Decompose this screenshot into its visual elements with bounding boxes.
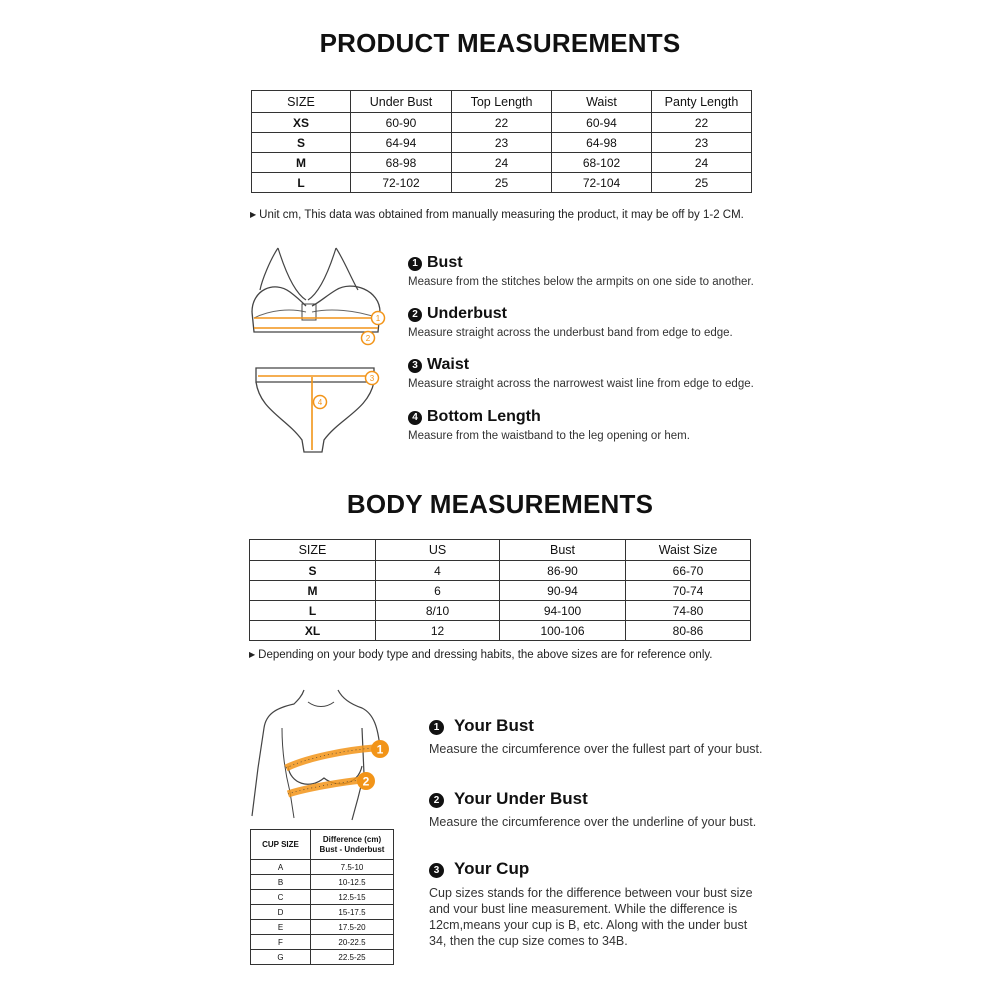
table-cell: 66-70 [626, 561, 751, 581]
table-cell: L [252, 173, 351, 193]
header-us: US [376, 540, 500, 561]
number-2-icon: 2 [429, 793, 444, 808]
table-cell: 94-100 [500, 601, 626, 621]
table-row [251, 875, 394, 890]
table-cell: 22 [452, 113, 552, 133]
table-cell: 23 [452, 133, 552, 153]
number-4-icon: 4 [408, 411, 422, 425]
table-cell: 68-98 [351, 153, 452, 173]
header-cup-size: CUP SIZE [251, 830, 311, 860]
table-cell: M [252, 153, 351, 173]
step-your-cup [429, 859, 759, 949]
header-difference-line1: Difference (cm) [322, 834, 382, 844]
product-note [250, 209, 744, 221]
step-title: Your Under Bust [454, 789, 588, 808]
header-difference [311, 830, 394, 860]
svg-text:3: 3 [369, 374, 375, 383]
table-cell: B [251, 875, 311, 890]
table-cell: S [252, 133, 351, 153]
step-title: Underbust [427, 305, 507, 322]
step-desc: Measure straight across the underbust band from edge to edge. [408, 327, 733, 339]
number-3-icon: 3 [408, 359, 422, 373]
body-size-table [249, 539, 751, 641]
header-size: SIZE [252, 91, 351, 113]
table-cell: 80-86 [626, 621, 751, 641]
number-2-icon: 2 [408, 308, 422, 322]
step-desc: Cup sizes stands for the difference between vour bust size and vour bust line measurement. While the difference is 12cm,means your cup is B, etc. Along with the under bust 34, then the cup size comes to 34B. [429, 886, 753, 948]
header-bust: Bust [500, 540, 626, 561]
table-row [252, 153, 752, 173]
header-top-length: Top Length [452, 91, 552, 113]
svg-text:4: 4 [317, 398, 323, 407]
step-your-under-bust [429, 789, 756, 829]
marker-2 [362, 332, 375, 345]
table-cell: E [251, 920, 311, 935]
product-title: PRODUCT MEASUREMENTS [319, 28, 681, 58]
table-cell: XL [250, 621, 376, 641]
table-cell: 8/10 [376, 601, 500, 621]
step-title: Bottom Length [427, 408, 541, 425]
table-cell: 4 [376, 561, 500, 581]
table-cell: 74-80 [626, 601, 751, 621]
step-waist [408, 356, 754, 390]
svg-text:2: 2 [362, 774, 370, 789]
table-row [250, 621, 751, 641]
step-desc: Measure the circumference over the underline of your bust. [429, 815, 757, 829]
table-cell: 90-94 [500, 581, 626, 601]
table-row [252, 133, 752, 153]
table-cell: 12 [376, 621, 500, 641]
header-waist: Waist [552, 91, 652, 113]
torso-illustration [246, 688, 396, 823]
table-cell: 64-94 [351, 133, 452, 153]
table-row [250, 601, 751, 621]
table-row [250, 581, 751, 601]
product-note-text: Unit cm, This data was obtained from manually measuring the product, it may be off by 1-2 CM. [259, 209, 744, 221]
table-cell: 12.5-15 [311, 890, 394, 905]
table-cell: D [251, 905, 311, 920]
step-title: Your Cup [454, 859, 530, 878]
table-cell: M [250, 581, 376, 601]
table-cell: L [250, 601, 376, 621]
table-cell: 23 [652, 133, 752, 153]
step-desc: Measure straight across the narrowest waist line from edge to edge. [408, 378, 754, 390]
step-your-bust [429, 716, 763, 756]
header-under-bust: Under Bust [351, 91, 452, 113]
table-row [251, 860, 394, 875]
table-row [252, 113, 752, 133]
table-cell: 22 [652, 113, 752, 133]
table-cell: 60-94 [552, 113, 652, 133]
table-cell: F [251, 935, 311, 950]
triangle-right-icon: ▶ [250, 210, 257, 219]
svg-text:1: 1 [375, 314, 381, 323]
step-title: Waist [427, 356, 470, 373]
svg-text:1: 1 [376, 742, 384, 757]
table-row [250, 561, 751, 581]
triangle-right-icon: ▶ [249, 650, 256, 659]
step-title: Your Bust [454, 716, 534, 735]
step-desc: Measure from the waistband to the leg opening or hem. [408, 430, 690, 442]
table-row [251, 905, 394, 920]
step-title: Bust [427, 254, 463, 271]
table-cell: 64-98 [552, 133, 652, 153]
step-bottom-length [408, 408, 690, 442]
table-cell: 25 [652, 173, 752, 193]
table-row [251, 950, 394, 965]
header-waist-size: Waist Size [626, 540, 751, 561]
number-3-icon: 3 [429, 863, 444, 878]
body-note [249, 649, 712, 661]
marker-1 [372, 312, 385, 325]
header-panty-length: Panty Length [652, 91, 752, 113]
table-cell: A [251, 860, 311, 875]
marker-1 [371, 740, 389, 758]
cup-size-table [250, 829, 394, 965]
table-cell: 72-102 [351, 173, 452, 193]
number-1-icon: 1 [408, 257, 422, 271]
table-cell: G [251, 950, 311, 965]
table-cell: 24 [652, 153, 752, 173]
table-row [252, 173, 752, 193]
table-cell: 70-74 [626, 581, 751, 601]
table-cell: 22.5-25 [311, 950, 394, 965]
marker-2 [357, 772, 375, 790]
step-desc: Measure the circumference over the fullest part of your bust. [429, 742, 763, 756]
table-cell: 25 [452, 173, 552, 193]
table-cell: C [251, 890, 311, 905]
table-cell: 15-17.5 [311, 905, 394, 920]
marker-4 [314, 396, 327, 409]
body-title: BODY MEASUREMENTS [346, 489, 654, 519]
number-1-icon: 1 [429, 720, 444, 735]
table-cell: 20-22.5 [311, 935, 394, 950]
table-cell: S [250, 561, 376, 581]
bra-panty-illustration [240, 240, 390, 460]
table-cell: 100-106 [500, 621, 626, 641]
table-cell: 6 [376, 581, 500, 601]
svg-text:2: 2 [365, 334, 371, 343]
table-row [251, 920, 394, 935]
step-bust [408, 254, 754, 288]
table-cell: 10-12.5 [311, 875, 394, 890]
header-size: SIZE [250, 540, 376, 561]
step-desc: Measure from the stitches below the armpits on one side to another. [408, 276, 754, 288]
table-cell: 72-104 [552, 173, 652, 193]
table-cell: 68-102 [552, 153, 652, 173]
table-cell: XS [252, 113, 351, 133]
header-difference-line2: Bust - Underbust [319, 844, 385, 854]
table-cell: 24 [452, 153, 552, 173]
table-row [251, 890, 394, 905]
step-underbust [408, 305, 733, 339]
product-size-table [251, 90, 752, 193]
marker-3 [366, 372, 379, 385]
table-row [251, 935, 394, 950]
body-note-text: Depending on your body type and dressing habits, the above sizes are for reference only. [258, 649, 713, 661]
table-cell: 17.5-20 [311, 920, 394, 935]
table-cell: 60-90 [351, 113, 452, 133]
table-cell: 86-90 [500, 561, 626, 581]
table-cell: 7.5-10 [311, 860, 394, 875]
